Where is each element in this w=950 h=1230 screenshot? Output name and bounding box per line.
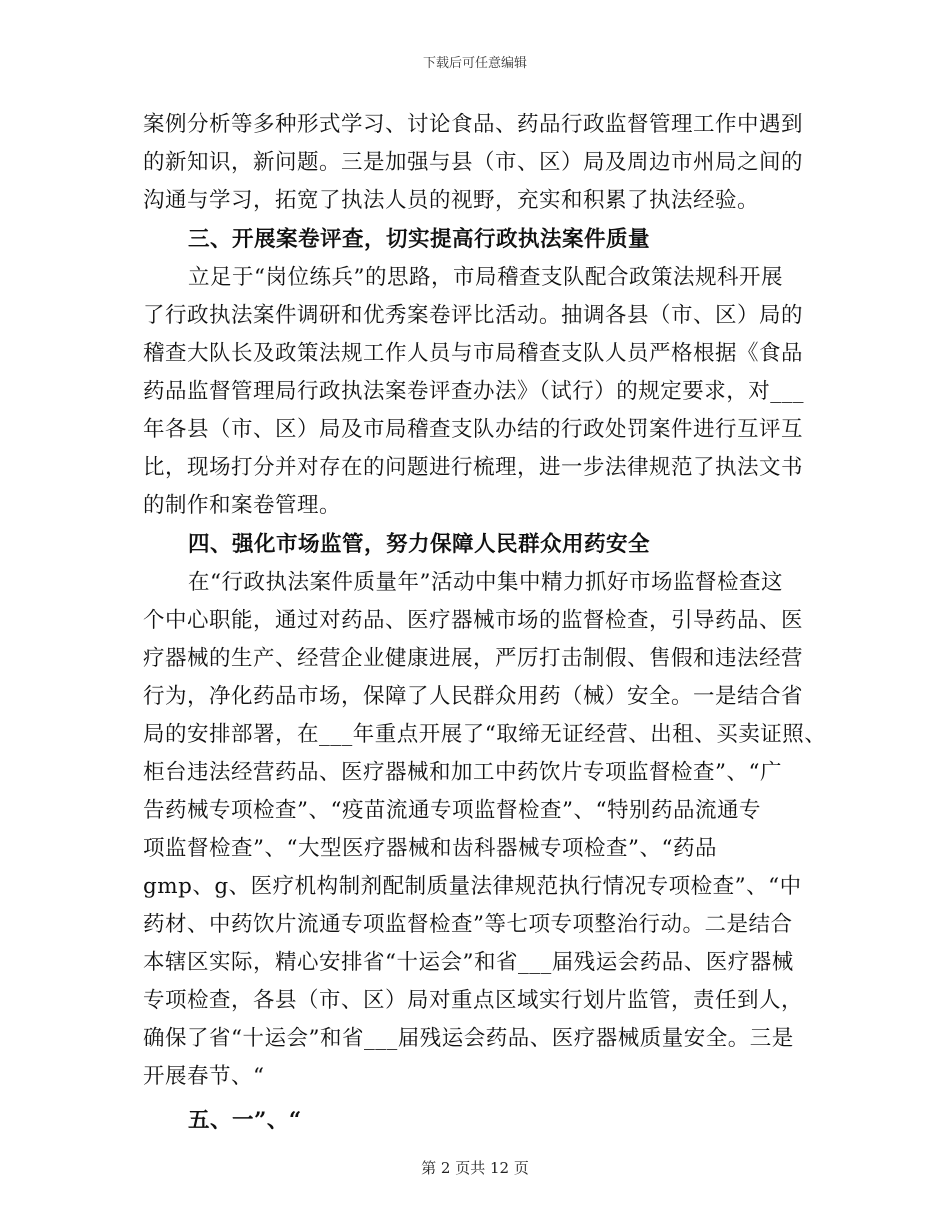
paragraph-line: 年各县（市、区）局及市局稽查支队办结的行政处罚案件进行互评互: [143, 417, 804, 442]
paragraph-line: 个中心职能，通过对药品、医疗器械市场的监督检查，引导药品、医: [143, 608, 804, 633]
paragraph-line: 药品监督管理局行政执法案卷评查办法》（试行）的规定要求，对___: [143, 379, 805, 404]
paragraph-line: 局的安排部署，在___年重点开展了“取缔无证经营、出租、买卖证照、: [143, 722, 827, 747]
paragraph-line: 的制作和案卷管理。: [143, 493, 342, 518]
paragraph-line: 告药械专项检查”、“疫苗流通专项监督检查”、“特别药品流通专: [143, 798, 761, 823]
page-footer: 第 2 页共 12 页: [421, 1159, 529, 1177]
paragraph-line: 立足于“岗位练兵”的思路，市局稽查支队配合政策法规科开展: [188, 265, 783, 290]
paragraph-line: gmp、g、医疗机构制剂配制质量法律规范执行情况专项检查”、“中: [143, 874, 802, 899]
paragraph-line: 在“行政执法案件质量年”活动中集中精力抓好市场监督检查这: [188, 570, 783, 595]
section-heading-4: 四、强化市场监管，努力保障人民群众用药安全: [188, 532, 651, 557]
section-heading-5: 五、一”、“: [188, 1108, 302, 1133]
page-header: 下载后可任意编辑: [422, 56, 527, 71]
paragraph-line: 稽查大队长及政策法规工作人员与市局稽查支队人员严格根据《食品: [143, 341, 804, 366]
paragraph-line: 开展春节、“: [143, 1064, 265, 1089]
paragraph-line: 确保了省“十运会”和省___届残运会药品、医疗器械质量安全。三是: [143, 1026, 794, 1051]
paragraph-line: 沟通与学习，拓宽了执法人员的视野，充实和积累了执法经验。: [143, 188, 760, 213]
paragraph-line: 药材、中药饮片流通专项监督检查”等七项专项整治行动。二是结合: [143, 912, 793, 937]
paragraph-line: 案例分析等多种形式学习、讨论食品、药品行政监督管理工作中遇到: [143, 112, 804, 137]
paragraph-line: 比，现场打分并对存在的问题进行梳理，进一步法律规范了执法文书: [143, 455, 804, 480]
section-heading-3: 三、开展案卷评查，切实提高行政执法案件质量: [188, 227, 651, 252]
paragraph-line: 的新知识，新问题。三是加强与县（市、区）局及周边市州局之间的: [143, 150, 804, 175]
paragraph-line: 柜台违法经营药品、医疗器械和加工中药饮片专项监督检查”、“广: [143, 760, 782, 785]
paragraph-line: 专项检查，各县（市、区）局对重点区域实行划片监管，责任到人，: [143, 988, 804, 1013]
paragraph-line: 项监督检查”、“大型医疗器械和齿科器械专项检查”、“药品: [143, 836, 717, 861]
paragraph-line: 本辖区实际，精心安排省“十运会”和省___届残运会药品、医疗器械: [143, 950, 794, 975]
paragraph-line: 行为，净化药品市场，保障了人民群众用药（械）安全。一是结合省: [143, 684, 804, 709]
paragraph-line: 了行政执法案件调研和优秀案卷评比活动。抽调各县（市、区）局的: [143, 303, 804, 328]
paragraph-line: 疗器械的生产、经营企业健康进展，严厉打击制假、售假和违法经营: [143, 646, 804, 671]
